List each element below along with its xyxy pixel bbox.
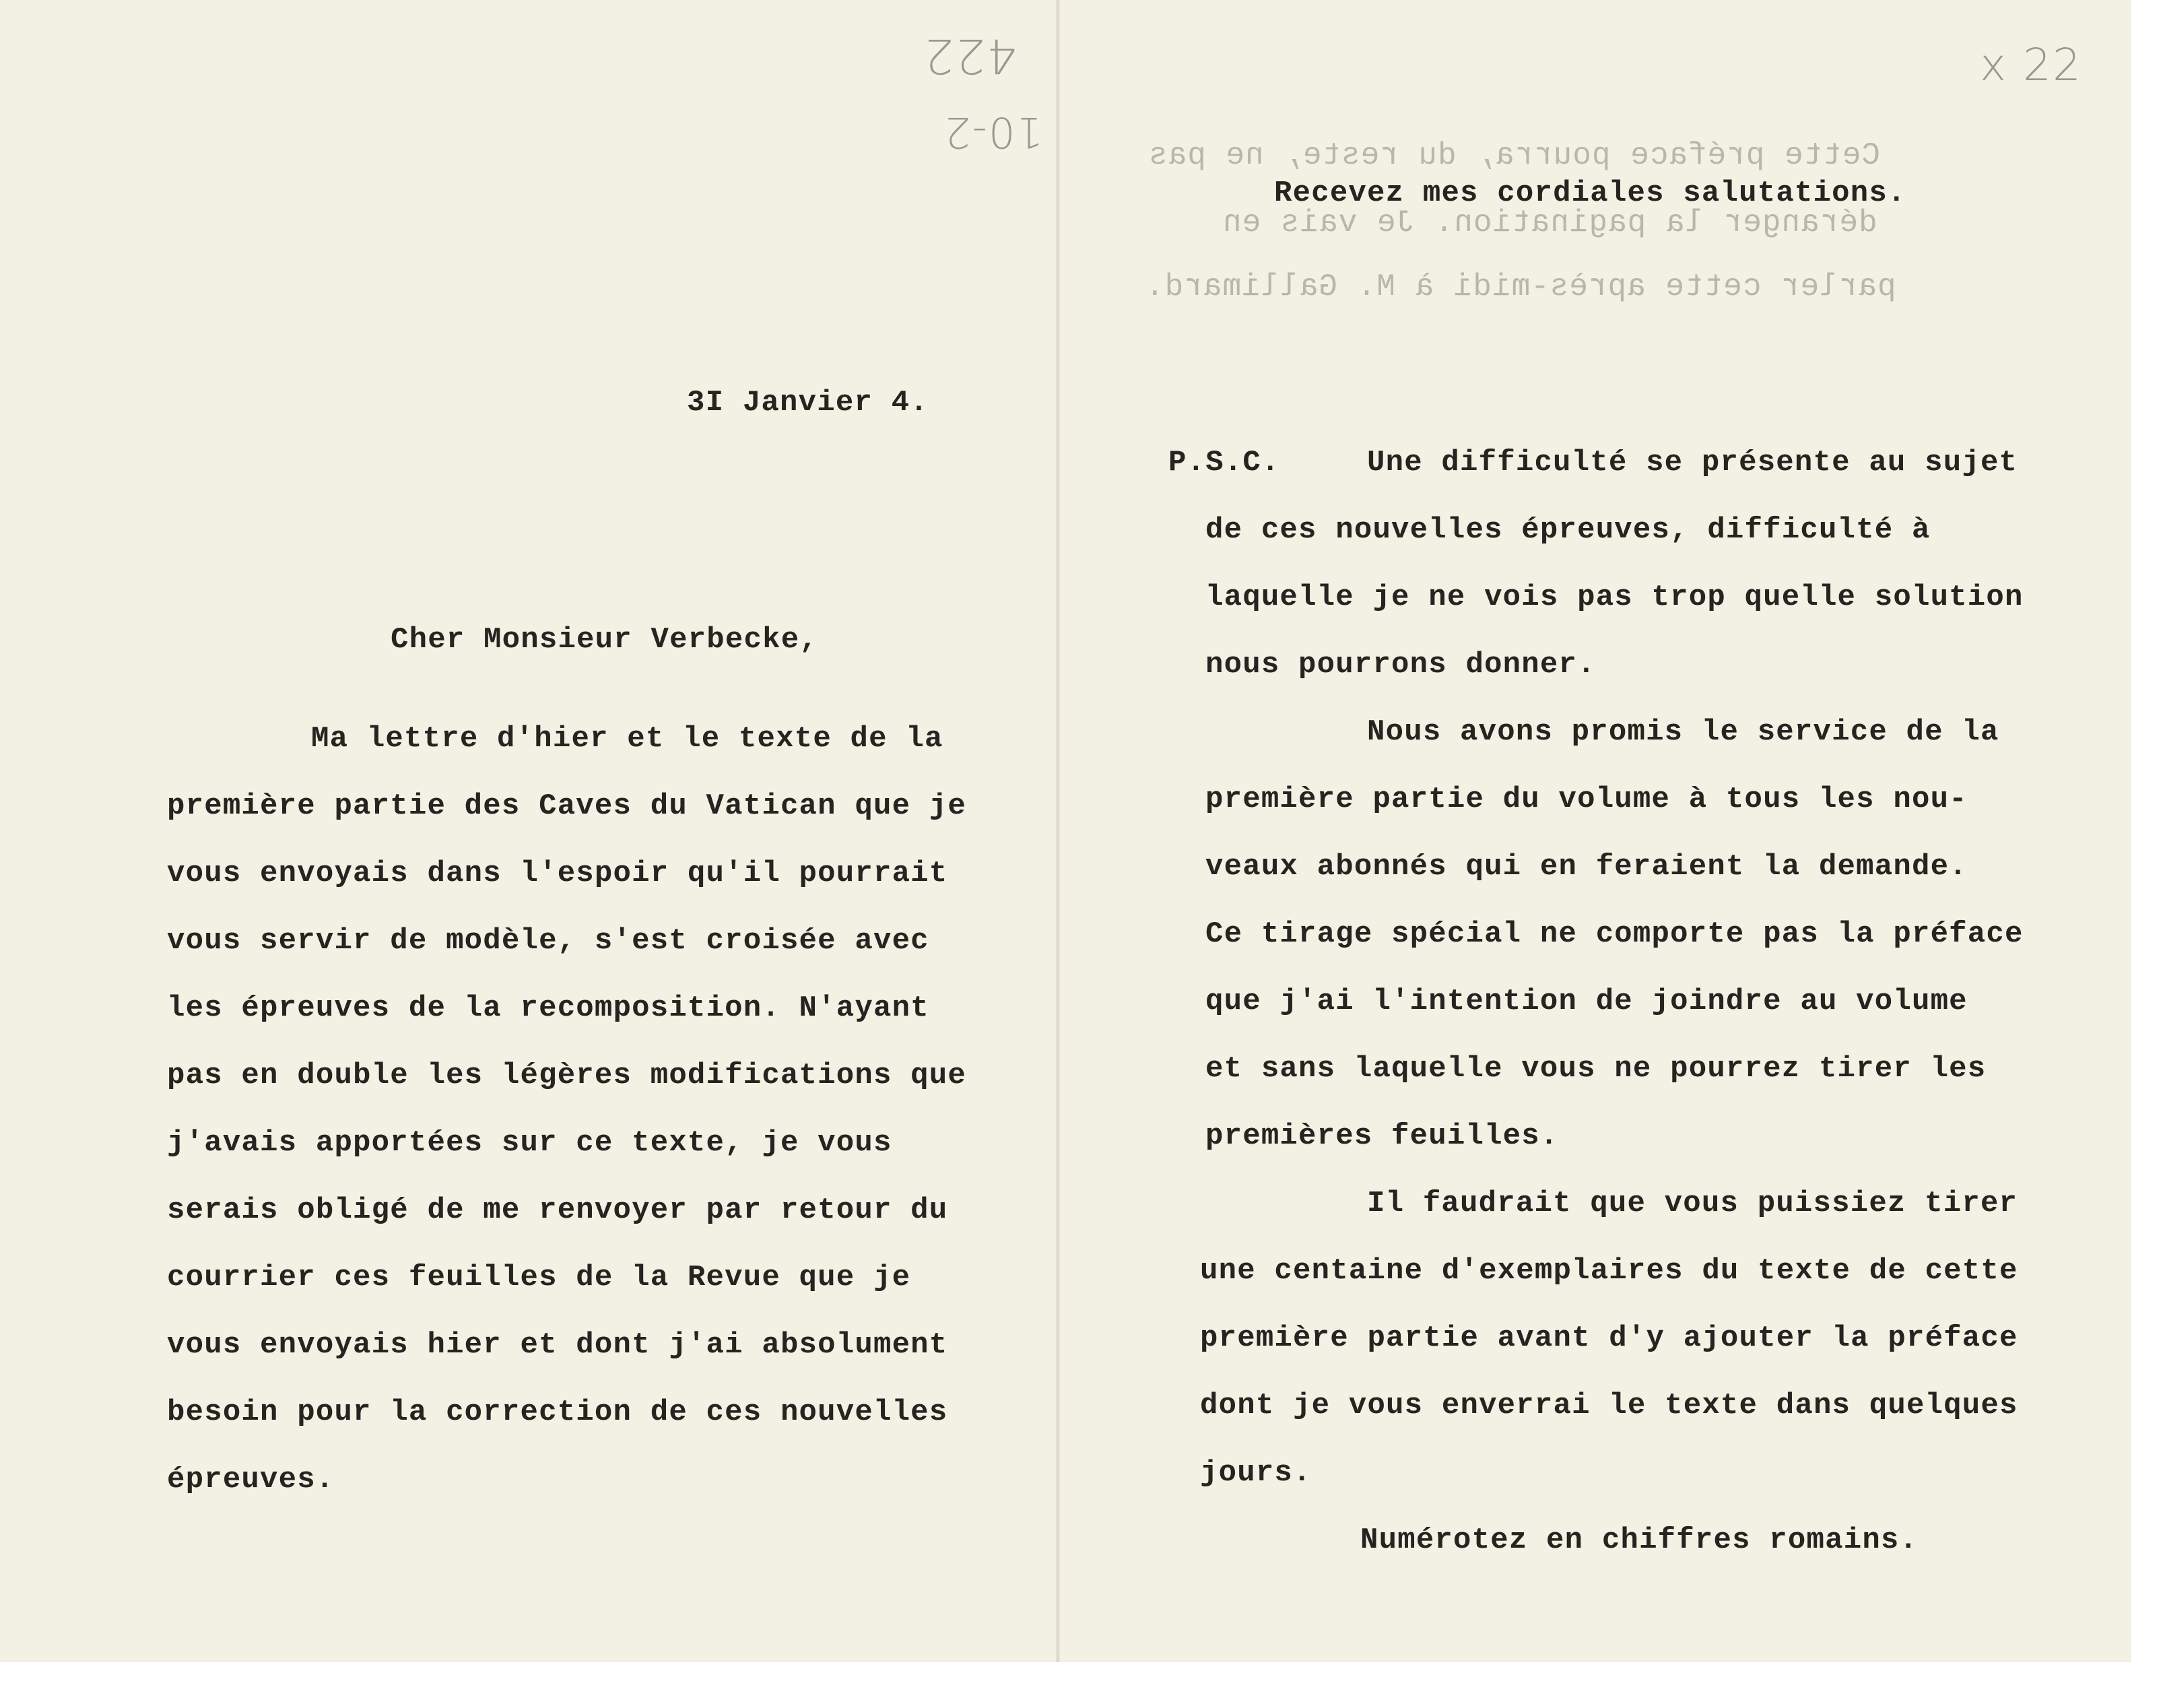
postscript-line: nous pourrons donner. — [1205, 648, 1596, 682]
body-line: serais obligé de me renvoyer par retour du — [167, 1193, 948, 1227]
body-line: épreuves. — [167, 1463, 335, 1497]
body-line: première partie du volume à tous les nou- — [1205, 783, 1968, 816]
postscript-label: P.S.C. — [1168, 446, 1280, 480]
body-line: veaux abonnés qui en feraient la demande. — [1205, 850, 1968, 884]
letter-salutation: Cher Monsieur Verbecke, — [391, 623, 818, 657]
bleed-through-line: Cette préface pourra, du reste, ne pas — [1148, 138, 1880, 173]
body-line: besoin pour la correction de ces nouvelles — [167, 1395, 948, 1429]
body-line: dont je vous enverrai le texte dans quelques — [1200, 1389, 2018, 1422]
pencil-mark-top-right: x 22 — [1980, 39, 2083, 91]
final-line: Numérotez en chiffres romains. — [1360, 1523, 1919, 1557]
body-line: première partie avant d'y ajouter la préface — [1200, 1321, 2018, 1355]
body-line: vous servir de modèle, s'est croisée avec — [167, 924, 929, 958]
body-line: une centaine d'exemplaires du texte de cette — [1200, 1254, 2018, 1288]
postscript-line: Une difficulté se présente au sujet — [1367, 446, 2018, 480]
body-line: que j'ai l'intention de joindre au volume — [1205, 985, 1968, 1018]
body-line: vous envoyais hier et dont j'ai absolument — [167, 1328, 948, 1362]
body-line: les épreuves de la recomposition. N'ayant — [167, 991, 929, 1025]
body-line: vous envoyais dans l'espoir qu'il pourrait — [167, 857, 948, 890]
postscript-line: laquelle je ne vois pas trop quelle solution — [1205, 581, 2024, 614]
pencil-mark-top-center: 422 — [923, 28, 1017, 84]
body-line: Ce tirage spécial ne comporte pas la préface — [1205, 917, 2024, 951]
body-line: pas en double les légères modifications que — [167, 1059, 966, 1092]
bleed-through-line: déranger la pagination. Je vais en — [1222, 205, 1877, 240]
body-line: première partie des Caves du Vatican que je — [167, 789, 966, 823]
body-line: Nous avons promis le service de la — [1367, 715, 1999, 749]
pencil-mark-top-center-second: 10-2 — [943, 108, 1043, 157]
letter-closing: Recevez mes cordiales salutations. — [1274, 176, 1906, 210]
postscript-line: de ces nouvelles épreuves, difficulté à — [1205, 513, 1931, 547]
page-fold — [1056, 0, 1060, 1662]
body-line: premières feuilles. — [1205, 1119, 1559, 1153]
body-line: Il faudrait que vous puissiez tirer — [1367, 1187, 2018, 1220]
body-line: Ma lettre d'hier et le texte de la — [311, 722, 943, 756]
letter-date: 3I Janvier 4. — [687, 386, 929, 420]
body-line: jours. — [1200, 1456, 1312, 1490]
bleed-through-line: parler cette après-midi à M. Gallimard. — [1145, 269, 1896, 304]
body-line: j'avais apportées sur ce texte, je vous — [167, 1126, 892, 1160]
body-line: courrier ces feuilles de la Revue que je — [167, 1261, 911, 1294]
body-line: et sans laquelle vous ne pourrez tirer les — [1205, 1052, 1987, 1086]
